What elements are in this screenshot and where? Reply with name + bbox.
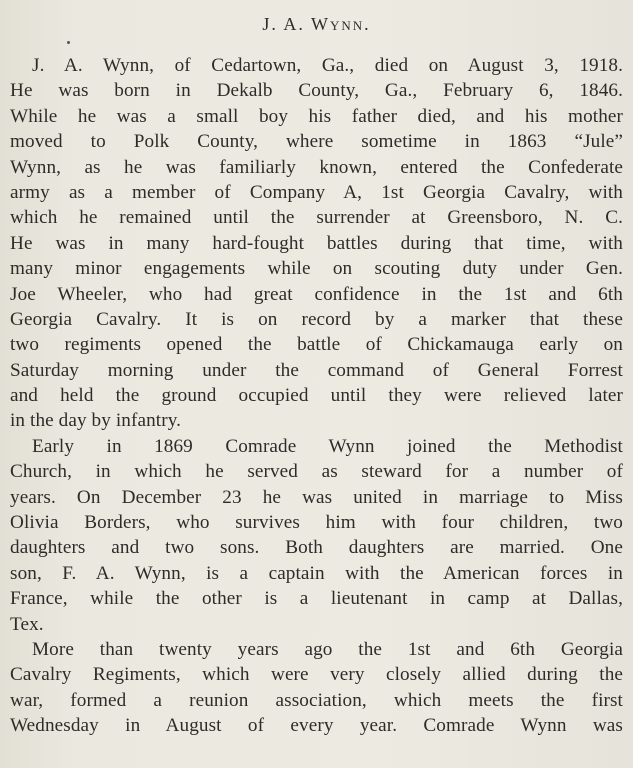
text-line: many minor engagements while on scouting duty under Gen. — [10, 258, 623, 280]
text-line: He was in many hard-fought battles during that time, with — [10, 232, 623, 254]
text-line: years. On December 23 he was united in marriage to Miss — [10, 486, 623, 508]
paragraph-2 — [10, 434, 623, 637]
text-line: Olivia Borders, who survives him with four children, two — [10, 512, 623, 534]
print-speck — [67, 41, 70, 44]
text-line: Saturday morning under the command of General Forrest — [10, 359, 623, 381]
paragraph-1 — [10, 53, 623, 434]
text-line: J. A. Wynn, of Cedartown, Ga., died on August 3, 1918. — [32, 55, 623, 76]
text-line: Tex. — [10, 613, 44, 635]
text-line: Church, in which he served as steward for a number of — [10, 461, 623, 483]
text-line: two regiments opened the battle of Chickamauga early on — [10, 334, 623, 356]
text-line: More than twenty years ago the 1st and 6th Georgia — [32, 638, 623, 660]
text-line: Wednesday in August of every year. Comrade Wynn was — [10, 715, 623, 737]
article-heading: J. A. Wynn. — [262, 14, 371, 34]
text-line: which he remained until the surrender at Greensboro, N. C. — [10, 207, 623, 229]
text-line: France, while the other is a lieutenant in camp at Dallas, — [10, 588, 623, 610]
text-line: in the day by infantry. — [10, 410, 182, 432]
text-line: son, F. A. Wynn, is a captain with the American forces in — [10, 562, 623, 584]
text-line: and held the ground occupied until they were relieved later — [10, 385, 623, 407]
text-line: Georgia Cavalry. It is on record by a marker that these — [10, 308, 623, 330]
text-line: He was born in Dekalb County, Ga., February 6, 1846. — [10, 80, 623, 102]
text-line: While he was a small boy his father died, and his mother — [10, 105, 623, 127]
text-line: Wynn, as he was familiarly known, entered the Confederate — [10, 156, 623, 178]
text-line: Joe Wheeler, who had great confidence in the 1st and 6th — [10, 283, 623, 305]
article-body — [10, 53, 623, 739]
paragraph-3 — [10, 637, 623, 739]
text-line: war, formed a reunion association, which meets the first — [10, 689, 623, 711]
text-line: daughters and two sons. Both daughters are married. One — [10, 537, 623, 559]
text-line: moved to Polk County, where sometime in 1863 “Jule” — [10, 131, 623, 153]
text-line: Early in 1869 Comrade Wynn joined the Methodist — [32, 435, 623, 457]
text-line: army as a member of Company A, 1st Georgia Cavalry, with — [10, 181, 623, 203]
text-line: Cavalry Regiments, which were very closely allied during the — [10, 664, 623, 686]
